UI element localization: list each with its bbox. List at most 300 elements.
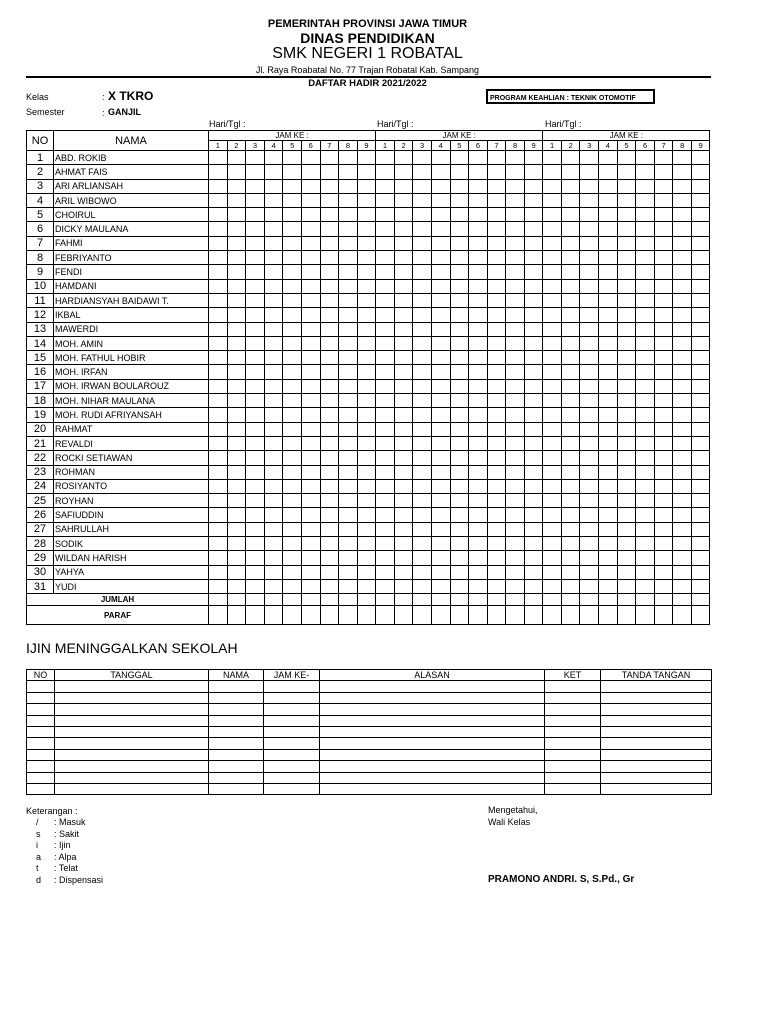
- attendance-cell[interactable]: [692, 365, 710, 379]
- attendance-cell[interactable]: [264, 251, 283, 265]
- attendance-cell[interactable]: [227, 151, 246, 165]
- attendance-cell[interactable]: [599, 179, 618, 193]
- attendance-cell[interactable]: [301, 479, 320, 493]
- attendance-cell[interactable]: [339, 222, 358, 236]
- attendance-cell[interactable]: [431, 236, 450, 250]
- attendance-cell[interactable]: [654, 522, 673, 536]
- attendance-cell[interactable]: [209, 193, 228, 207]
- attendance-cell[interactable]: [413, 236, 432, 250]
- attendance-cell[interactable]: [227, 522, 246, 536]
- attendance-cell[interactable]: [469, 279, 488, 293]
- attendance-cell[interactable]: [599, 208, 618, 222]
- attendance-cell[interactable]: [413, 394, 432, 408]
- attendance-cell[interactable]: [673, 579, 692, 593]
- attendance-cell[interactable]: [264, 451, 283, 465]
- attendance-cell[interactable]: [580, 379, 599, 393]
- attendance-cell[interactable]: [599, 551, 618, 565]
- attendance-cell[interactable]: [636, 279, 655, 293]
- paraf-cell[interactable]: [283, 606, 302, 625]
- attendance-cell[interactable]: [227, 579, 246, 593]
- attendance-cell[interactable]: [431, 451, 450, 465]
- attendance-cell[interactable]: [524, 293, 542, 307]
- attendance-cell[interactable]: [394, 479, 413, 493]
- attendance-cell[interactable]: [450, 222, 469, 236]
- attendance-cell[interactable]: [524, 465, 542, 479]
- attendance-cell[interactable]: [376, 351, 395, 365]
- jumlah-cell[interactable]: [376, 594, 395, 606]
- attendance-cell[interactable]: [339, 208, 358, 222]
- attendance-cell[interactable]: [487, 222, 506, 236]
- attendance-cell[interactable]: [376, 179, 395, 193]
- attendance-cell[interactable]: [654, 494, 673, 508]
- attendance-cell[interactable]: [469, 179, 488, 193]
- attendance-cell[interactable]: [617, 193, 636, 207]
- attendance-cell[interactable]: [469, 365, 488, 379]
- attendance-cell[interactable]: [246, 365, 265, 379]
- attendance-cell[interactable]: [413, 351, 432, 365]
- attendance-cell[interactable]: [227, 436, 246, 450]
- attendance-cell[interactable]: [227, 208, 246, 222]
- attendance-cell[interactable]: [283, 408, 302, 422]
- attendance-cell[interactable]: [506, 251, 525, 265]
- attendance-cell[interactable]: [561, 408, 580, 422]
- attendance-cell[interactable]: [394, 265, 413, 279]
- attendance-cell[interactable]: [617, 165, 636, 179]
- attendance-cell[interactable]: [469, 551, 488, 565]
- attendance-cell[interactable]: [394, 408, 413, 422]
- attendance-cell[interactable]: [209, 151, 228, 165]
- attendance-cell[interactable]: [376, 451, 395, 465]
- ijin-cell[interactable]: [264, 726, 320, 737]
- attendance-cell[interactable]: [413, 451, 432, 465]
- attendance-cell[interactable]: [376, 565, 395, 579]
- attendance-cell[interactable]: [599, 522, 618, 536]
- attendance-cell[interactable]: [636, 436, 655, 450]
- attendance-cell[interactable]: [227, 279, 246, 293]
- attendance-cell[interactable]: [376, 208, 395, 222]
- attendance-cell[interactable]: [673, 151, 692, 165]
- attendance-cell[interactable]: [580, 565, 599, 579]
- attendance-cell[interactable]: [283, 308, 302, 322]
- paraf-cell[interactable]: [394, 606, 413, 625]
- attendance-cell[interactable]: [506, 422, 525, 436]
- attendance-cell[interactable]: [246, 422, 265, 436]
- ijin-cell[interactable]: [264, 772, 320, 783]
- attendance-cell[interactable]: [487, 436, 506, 450]
- attendance-cell[interactable]: [413, 293, 432, 307]
- attendance-cell[interactable]: [376, 379, 395, 393]
- attendance-cell[interactable]: [543, 522, 562, 536]
- attendance-cell[interactable]: [320, 179, 339, 193]
- attendance-cell[interactable]: [469, 579, 488, 593]
- attendance-cell[interactable]: [413, 365, 432, 379]
- ijin-cell[interactable]: [601, 692, 712, 703]
- attendance-cell[interactable]: [469, 208, 488, 222]
- attendance-cell[interactable]: [636, 494, 655, 508]
- attendance-cell[interactable]: [301, 179, 320, 193]
- attendance-cell[interactable]: [617, 351, 636, 365]
- attendance-cell[interactable]: [431, 394, 450, 408]
- attendance-cell[interactable]: [246, 551, 265, 565]
- paraf-cell[interactable]: [599, 606, 618, 625]
- attendance-cell[interactable]: [394, 579, 413, 593]
- attendance-cell[interactable]: [561, 222, 580, 236]
- attendance-cell[interactable]: [209, 479, 228, 493]
- ijin-cell[interactable]: [545, 761, 601, 772]
- attendance-cell[interactable]: [394, 551, 413, 565]
- attendance-cell[interactable]: [487, 408, 506, 422]
- jumlah-cell[interactable]: [357, 594, 375, 606]
- jumlah-cell[interactable]: [301, 594, 320, 606]
- attendance-cell[interactable]: [376, 508, 395, 522]
- attendance-cell[interactable]: [264, 236, 283, 250]
- attendance-cell[interactable]: [654, 579, 673, 593]
- attendance-cell[interactable]: [543, 322, 562, 336]
- attendance-cell[interactable]: [301, 579, 320, 593]
- attendance-cell[interactable]: [209, 408, 228, 422]
- attendance-cell[interactable]: [506, 151, 525, 165]
- attendance-cell[interactable]: [357, 422, 375, 436]
- ijin-cell[interactable]: [209, 692, 264, 703]
- ijin-cell[interactable]: [27, 692, 55, 703]
- attendance-cell[interactable]: [227, 179, 246, 193]
- attendance-cell[interactable]: [636, 537, 655, 551]
- attendance-cell[interactable]: [431, 365, 450, 379]
- attendance-cell[interactable]: [431, 537, 450, 551]
- attendance-cell[interactable]: [246, 308, 265, 322]
- attendance-cell[interactable]: [209, 579, 228, 593]
- attendance-cell[interactable]: [692, 308, 710, 322]
- attendance-cell[interactable]: [301, 222, 320, 236]
- attendance-cell[interactable]: [561, 279, 580, 293]
- attendance-cell[interactable]: [524, 151, 542, 165]
- attendance-cell[interactable]: [580, 279, 599, 293]
- attendance-cell[interactable]: [394, 151, 413, 165]
- attendance-cell[interactable]: [636, 579, 655, 593]
- attendance-cell[interactable]: [654, 351, 673, 365]
- attendance-cell[interactable]: [543, 551, 562, 565]
- attendance-cell[interactable]: [376, 579, 395, 593]
- attendance-cell[interactable]: [543, 537, 562, 551]
- attendance-cell[interactable]: [246, 322, 265, 336]
- attendance-cell[interactable]: [209, 565, 228, 579]
- attendance-cell[interactable]: [487, 208, 506, 222]
- attendance-cell[interactable]: [561, 579, 580, 593]
- attendance-cell[interactable]: [487, 479, 506, 493]
- attendance-cell[interactable]: [301, 165, 320, 179]
- ijin-cell[interactable]: [55, 692, 209, 703]
- attendance-cell[interactable]: [301, 365, 320, 379]
- attendance-cell[interactable]: [692, 422, 710, 436]
- attendance-cell[interactable]: [599, 236, 618, 250]
- attendance-cell[interactable]: [394, 436, 413, 450]
- attendance-cell[interactable]: [246, 522, 265, 536]
- attendance-cell[interactable]: [394, 208, 413, 222]
- attendance-cell[interactable]: [692, 208, 710, 222]
- attendance-cell[interactable]: [301, 508, 320, 522]
- attendance-cell[interactable]: [283, 394, 302, 408]
- ijin-cell[interactable]: [320, 749, 545, 760]
- attendance-cell[interactable]: [246, 293, 265, 307]
- attendance-cell[interactable]: [450, 322, 469, 336]
- attendance-cell[interactable]: [561, 322, 580, 336]
- attendance-cell[interactable]: [543, 436, 562, 450]
- attendance-cell[interactable]: [227, 422, 246, 436]
- attendance-cell[interactable]: [357, 394, 375, 408]
- ijin-cell[interactable]: [545, 715, 601, 726]
- attendance-cell[interactable]: [394, 394, 413, 408]
- attendance-cell[interactable]: [450, 494, 469, 508]
- attendance-cell[interactable]: [450, 236, 469, 250]
- attendance-cell[interactable]: [357, 551, 375, 565]
- attendance-cell[interactable]: [599, 408, 618, 422]
- attendance-cell[interactable]: [413, 265, 432, 279]
- attendance-cell[interactable]: [543, 308, 562, 322]
- attendance-cell[interactable]: [617, 494, 636, 508]
- attendance-cell[interactable]: [264, 465, 283, 479]
- attendance-cell[interactable]: [320, 365, 339, 379]
- attendance-cell[interactable]: [413, 522, 432, 536]
- attendance-cell[interactable]: [561, 151, 580, 165]
- attendance-cell[interactable]: [413, 336, 432, 350]
- attendance-cell[interactable]: [301, 251, 320, 265]
- ijin-cell[interactable]: [601, 772, 712, 783]
- attendance-cell[interactable]: [580, 579, 599, 593]
- attendance-cell[interactable]: [209, 236, 228, 250]
- jumlah-cell[interactable]: [209, 594, 228, 606]
- attendance-cell[interactable]: [431, 151, 450, 165]
- attendance-cell[interactable]: [209, 251, 228, 265]
- attendance-cell[interactable]: [320, 308, 339, 322]
- attendance-cell[interactable]: [264, 151, 283, 165]
- attendance-cell[interactable]: [524, 222, 542, 236]
- attendance-cell[interactable]: [283, 222, 302, 236]
- attendance-cell[interactable]: [599, 365, 618, 379]
- ijin-cell[interactable]: [264, 692, 320, 703]
- attendance-cell[interactable]: [227, 365, 246, 379]
- attendance-cell[interactable]: [636, 451, 655, 465]
- attendance-cell[interactable]: [599, 537, 618, 551]
- attendance-cell[interactable]: [654, 379, 673, 393]
- attendance-cell[interactable]: [339, 522, 358, 536]
- attendance-cell[interactable]: [487, 394, 506, 408]
- attendance-cell[interactable]: [673, 465, 692, 479]
- attendance-cell[interactable]: [394, 293, 413, 307]
- attendance-cell[interactable]: [320, 537, 339, 551]
- attendance-cell[interactable]: [506, 394, 525, 408]
- attendance-cell[interactable]: [599, 508, 618, 522]
- attendance-cell[interactable]: [320, 494, 339, 508]
- attendance-cell[interactable]: [450, 265, 469, 279]
- attendance-cell[interactable]: [301, 279, 320, 293]
- attendance-cell[interactable]: [246, 336, 265, 350]
- attendance-cell[interactable]: [357, 279, 375, 293]
- attendance-cell[interactable]: [209, 293, 228, 307]
- attendance-cell[interactable]: [264, 408, 283, 422]
- attendance-cell[interactable]: [654, 365, 673, 379]
- attendance-cell[interactable]: [413, 279, 432, 293]
- attendance-cell[interactable]: [487, 308, 506, 322]
- attendance-cell[interactable]: [376, 522, 395, 536]
- attendance-cell[interactable]: [450, 336, 469, 350]
- attendance-cell[interactable]: [264, 222, 283, 236]
- attendance-cell[interactable]: [283, 279, 302, 293]
- attendance-cell[interactable]: [469, 508, 488, 522]
- attendance-cell[interactable]: [692, 293, 710, 307]
- attendance-cell[interactable]: [487, 165, 506, 179]
- attendance-cell[interactable]: [524, 365, 542, 379]
- attendance-cell[interactable]: [599, 322, 618, 336]
- attendance-cell[interactable]: [599, 451, 618, 465]
- attendance-cell[interactable]: [246, 379, 265, 393]
- paraf-cell[interactable]: [692, 606, 710, 625]
- attendance-cell[interactable]: [339, 408, 358, 422]
- attendance-cell[interactable]: [487, 579, 506, 593]
- attendance-cell[interactable]: [209, 394, 228, 408]
- attendance-cell[interactable]: [413, 508, 432, 522]
- attendance-cell[interactable]: [227, 251, 246, 265]
- attendance-cell[interactable]: [654, 408, 673, 422]
- attendance-cell[interactable]: [599, 479, 618, 493]
- attendance-cell[interactable]: [450, 165, 469, 179]
- attendance-cell[interactable]: [506, 179, 525, 193]
- attendance-cell[interactable]: [394, 379, 413, 393]
- paraf-cell[interactable]: [431, 606, 450, 625]
- attendance-cell[interactable]: [487, 451, 506, 465]
- attendance-cell[interactable]: [339, 451, 358, 465]
- attendance-cell[interactable]: [543, 336, 562, 350]
- ijin-cell[interactable]: [55, 704, 209, 715]
- attendance-cell[interactable]: [673, 236, 692, 250]
- paraf-cell[interactable]: [450, 606, 469, 625]
- jumlah-cell[interactable]: [469, 594, 488, 606]
- paraf-cell[interactable]: [543, 606, 562, 625]
- attendance-cell[interactable]: [599, 308, 618, 322]
- attendance-cell[interactable]: [450, 308, 469, 322]
- attendance-cell[interactable]: [394, 494, 413, 508]
- ijin-cell[interactable]: [601, 681, 712, 692]
- attendance-cell[interactable]: [561, 508, 580, 522]
- attendance-cell[interactable]: [431, 165, 450, 179]
- attendance-cell[interactable]: [636, 408, 655, 422]
- attendance-cell[interactable]: [339, 279, 358, 293]
- attendance-cell[interactable]: [357, 179, 375, 193]
- attendance-cell[interactable]: [561, 494, 580, 508]
- attendance-cell[interactable]: [673, 394, 692, 408]
- attendance-cell[interactable]: [580, 494, 599, 508]
- attendance-cell[interactable]: [283, 465, 302, 479]
- ijin-cell[interactable]: [320, 738, 545, 749]
- attendance-cell[interactable]: [431, 351, 450, 365]
- attendance-cell[interactable]: [524, 322, 542, 336]
- attendance-cell[interactable]: [580, 222, 599, 236]
- ijin-cell[interactable]: [264, 783, 320, 794]
- attendance-cell[interactable]: [599, 465, 618, 479]
- attendance-cell[interactable]: [283, 565, 302, 579]
- attendance-cell[interactable]: [692, 408, 710, 422]
- attendance-cell[interactable]: [246, 351, 265, 365]
- attendance-cell[interactable]: [413, 408, 432, 422]
- attendance-cell[interactable]: [469, 193, 488, 207]
- attendance-cell[interactable]: [469, 251, 488, 265]
- attendance-cell[interactable]: [339, 465, 358, 479]
- attendance-cell[interactable]: [543, 379, 562, 393]
- attendance-cell[interactable]: [376, 151, 395, 165]
- ijin-cell[interactable]: [55, 783, 209, 794]
- paraf-cell[interactable]: [654, 606, 673, 625]
- attendance-cell[interactable]: [692, 236, 710, 250]
- attendance-cell[interactable]: [636, 565, 655, 579]
- attendance-cell[interactable]: [561, 551, 580, 565]
- attendance-cell[interactable]: [673, 494, 692, 508]
- attendance-cell[interactable]: [246, 222, 265, 236]
- attendance-cell[interactable]: [413, 151, 432, 165]
- attendance-cell[interactable]: [580, 265, 599, 279]
- jumlah-cell[interactable]: [599, 594, 618, 606]
- attendance-cell[interactable]: [301, 265, 320, 279]
- attendance-cell[interactable]: [339, 351, 358, 365]
- attendance-cell[interactable]: [692, 494, 710, 508]
- attendance-cell[interactable]: [394, 565, 413, 579]
- attendance-cell[interactable]: [450, 151, 469, 165]
- attendance-cell[interactable]: [394, 451, 413, 465]
- attendance-cell[interactable]: [524, 579, 542, 593]
- attendance-cell[interactable]: [283, 422, 302, 436]
- attendance-cell[interactable]: [264, 336, 283, 350]
- attendance-cell[interactable]: [543, 565, 562, 579]
- attendance-cell[interactable]: [673, 565, 692, 579]
- attendance-cell[interactable]: [431, 222, 450, 236]
- attendance-cell[interactable]: [431, 193, 450, 207]
- attendance-cell[interactable]: [246, 394, 265, 408]
- attendance-cell[interactable]: [692, 565, 710, 579]
- attendance-cell[interactable]: [301, 208, 320, 222]
- attendance-cell[interactable]: [617, 465, 636, 479]
- ijin-cell[interactable]: [27, 738, 55, 749]
- attendance-cell[interactable]: [209, 537, 228, 551]
- attendance-cell[interactable]: [636, 379, 655, 393]
- attendance-cell[interactable]: [654, 336, 673, 350]
- attendance-cell[interactable]: [617, 379, 636, 393]
- jumlah-cell[interactable]: [394, 594, 413, 606]
- ijin-cell[interactable]: [27, 761, 55, 772]
- attendance-cell[interactable]: [617, 408, 636, 422]
- attendance-cell[interactable]: [636, 351, 655, 365]
- attendance-cell[interactable]: [357, 465, 375, 479]
- attendance-cell[interactable]: [413, 537, 432, 551]
- attendance-cell[interactable]: [301, 494, 320, 508]
- attendance-cell[interactable]: [376, 494, 395, 508]
- attendance-cell[interactable]: [227, 408, 246, 422]
- attendance-cell[interactable]: [246, 251, 265, 265]
- attendance-cell[interactable]: [246, 208, 265, 222]
- attendance-cell[interactable]: [654, 394, 673, 408]
- attendance-cell[interactable]: [357, 308, 375, 322]
- ijin-cell[interactable]: [264, 704, 320, 715]
- attendance-cell[interactable]: [506, 522, 525, 536]
- ijin-cell[interactable]: [545, 749, 601, 760]
- attendance-cell[interactable]: [543, 351, 562, 365]
- attendance-cell[interactable]: [431, 508, 450, 522]
- attendance-cell[interactable]: [209, 279, 228, 293]
- attendance-cell[interactable]: [301, 151, 320, 165]
- attendance-cell[interactable]: [227, 293, 246, 307]
- attendance-cell[interactable]: [320, 579, 339, 593]
- attendance-cell[interactable]: [599, 565, 618, 579]
- attendance-cell[interactable]: [636, 422, 655, 436]
- ijin-cell[interactable]: [264, 738, 320, 749]
- attendance-cell[interactable]: [673, 522, 692, 536]
